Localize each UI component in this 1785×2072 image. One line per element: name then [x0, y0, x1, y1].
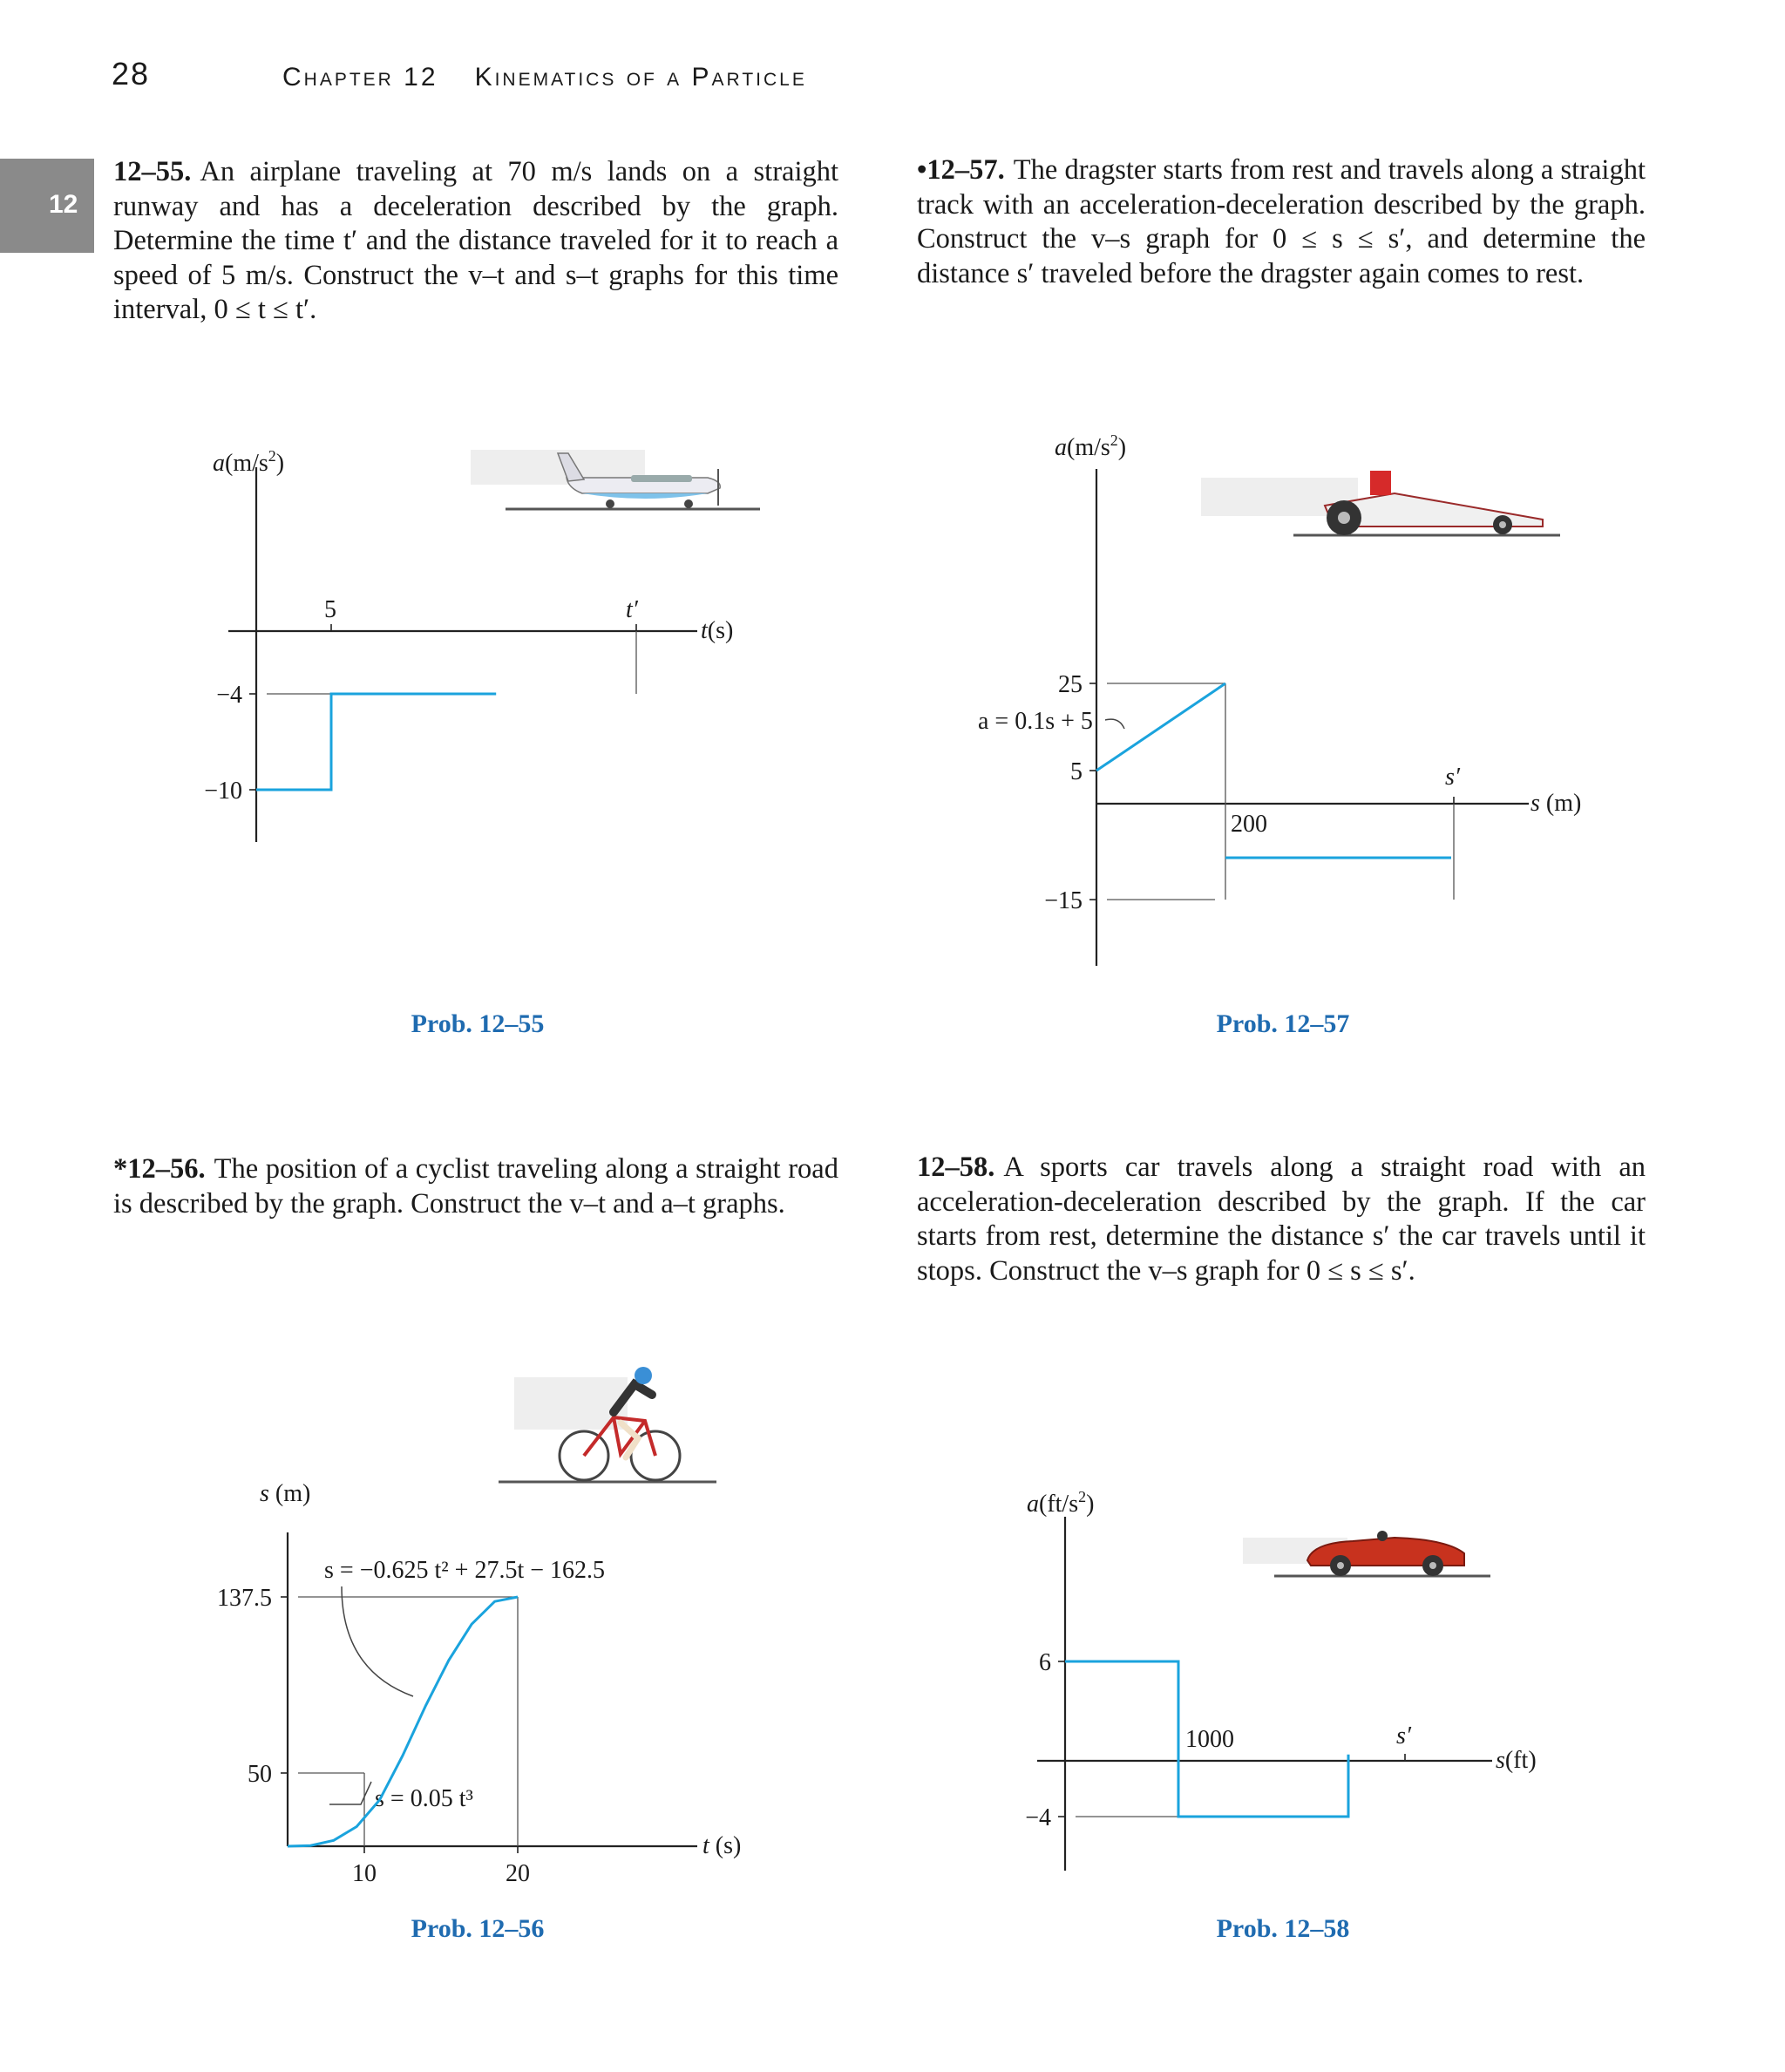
problem-text: A sports car travels along a straight road with an acceleration-deceleration described by the graph. If the car starts from rest, determine the distance s′ the car travels until it stops. Construct the v–s graph for 0 ≤ s ≤ s′.	[917, 1151, 1646, 1287]
y-tick-label: 25	[1058, 671, 1083, 698]
problem-text: The dragster starts from rest and travels along a straight track with an acceleration-deceleration described by the graph. Construct the v–s graph for 0 ≤ s ≤ s′, and determine the distance s′ traveled before the dragster again comes to rest.	[917, 154, 1646, 289]
y-tick-label: −15	[1044, 887, 1083, 914]
y-tick-label: 6	[1039, 1649, 1051, 1676]
y-tick-label: 5	[1070, 758, 1083, 785]
dragster-illustration	[1201, 471, 1560, 535]
equation-label: s = 0.05 t³	[375, 1785, 473, 1812]
problem-text: The position of a cyclist traveling along a straight road is described by the graph. Construct the v–t and a–t graphs.	[113, 1153, 838, 1219]
equation-label: a = 0.1s + 5	[978, 708, 1093, 735]
figure-caption: Prob. 12–58	[1216, 1914, 1350, 1943]
y-axis-label: s (m)	[260, 1480, 311, 1507]
sports-car-illustration	[1243, 1531, 1490, 1576]
airplane-illustration	[471, 450, 760, 509]
page-number: 28	[112, 56, 151, 92]
x-axis-label: t(s)	[701, 617, 734, 644]
figure-caption: Prob. 12–55	[411, 1009, 545, 1038]
problem-number: 12–58.	[917, 1151, 995, 1183]
x-tick-label: 1000	[1185, 1726, 1234, 1753]
series-line	[256, 694, 496, 790]
x-axis-label: t (s)	[702, 1832, 742, 1859]
x-tick-label: 5	[324, 596, 336, 623]
y-tick-label: 50	[248, 1761, 272, 1788]
x-tick-label: 200	[1231, 811, 1267, 838]
x-axis-label: s (m)	[1530, 790, 1582, 817]
y-axis-label: $a(m/s^2)$	[213, 447, 285, 477]
x-tick-label: s′	[1445, 764, 1461, 791]
chart-prob-12-55	[204, 447, 733, 842]
x-tick-label: s′	[1396, 1722, 1412, 1749]
chapter-label: Chapter 12	[282, 63, 438, 92]
x-tick-label: 10	[352, 1860, 377, 1887]
chart-prob-12-56	[217, 1480, 741, 1887]
problem-number: 12–55.	[113, 156, 192, 187]
y-axis-label: $a(ft/s^2)$	[1027, 1488, 1095, 1518]
chapter-tab: 12	[0, 159, 94, 253]
x-tick-label: 20	[506, 1860, 530, 1887]
cyclist-illustration	[499, 1367, 716, 1482]
y-tick-label: −10	[204, 778, 242, 805]
problem-number: *12–56.	[113, 1153, 206, 1185]
y-tick-label: −4	[1025, 1804, 1051, 1831]
figure-caption: Prob. 12–56	[411, 1914, 545, 1943]
y-tick-label: −4	[216, 682, 242, 709]
equation-label: s = −0.625 t² + 27.5t − 162.5	[324, 1557, 606, 1584]
y-tick-label: 137.5	[217, 1585, 272, 1612]
x-axis-label: s(ft)	[1496, 1747, 1537, 1774]
x-tick-label: t′	[626, 596, 638, 623]
figure-caption: Prob. 12–57	[1216, 1009, 1350, 1038]
problem-text: An airplane traveling at 70 m/s lands on a straight runway and has a deceleration described by the graph. Determine the time t′ and the distance traveled for it to reach a speed of 5 m/s. Construct the v–t and s–t graphs for this time interval, 0 ≤ t ≤ t′.	[113, 156, 838, 325]
series-line	[1096, 683, 1225, 771]
y-axis-label: $a(m/s^2)$	[1055, 431, 1127, 461]
problem-number: •12–57.	[917, 154, 1005, 186]
chapter-title: Kinematics of a Particle	[474, 63, 807, 92]
